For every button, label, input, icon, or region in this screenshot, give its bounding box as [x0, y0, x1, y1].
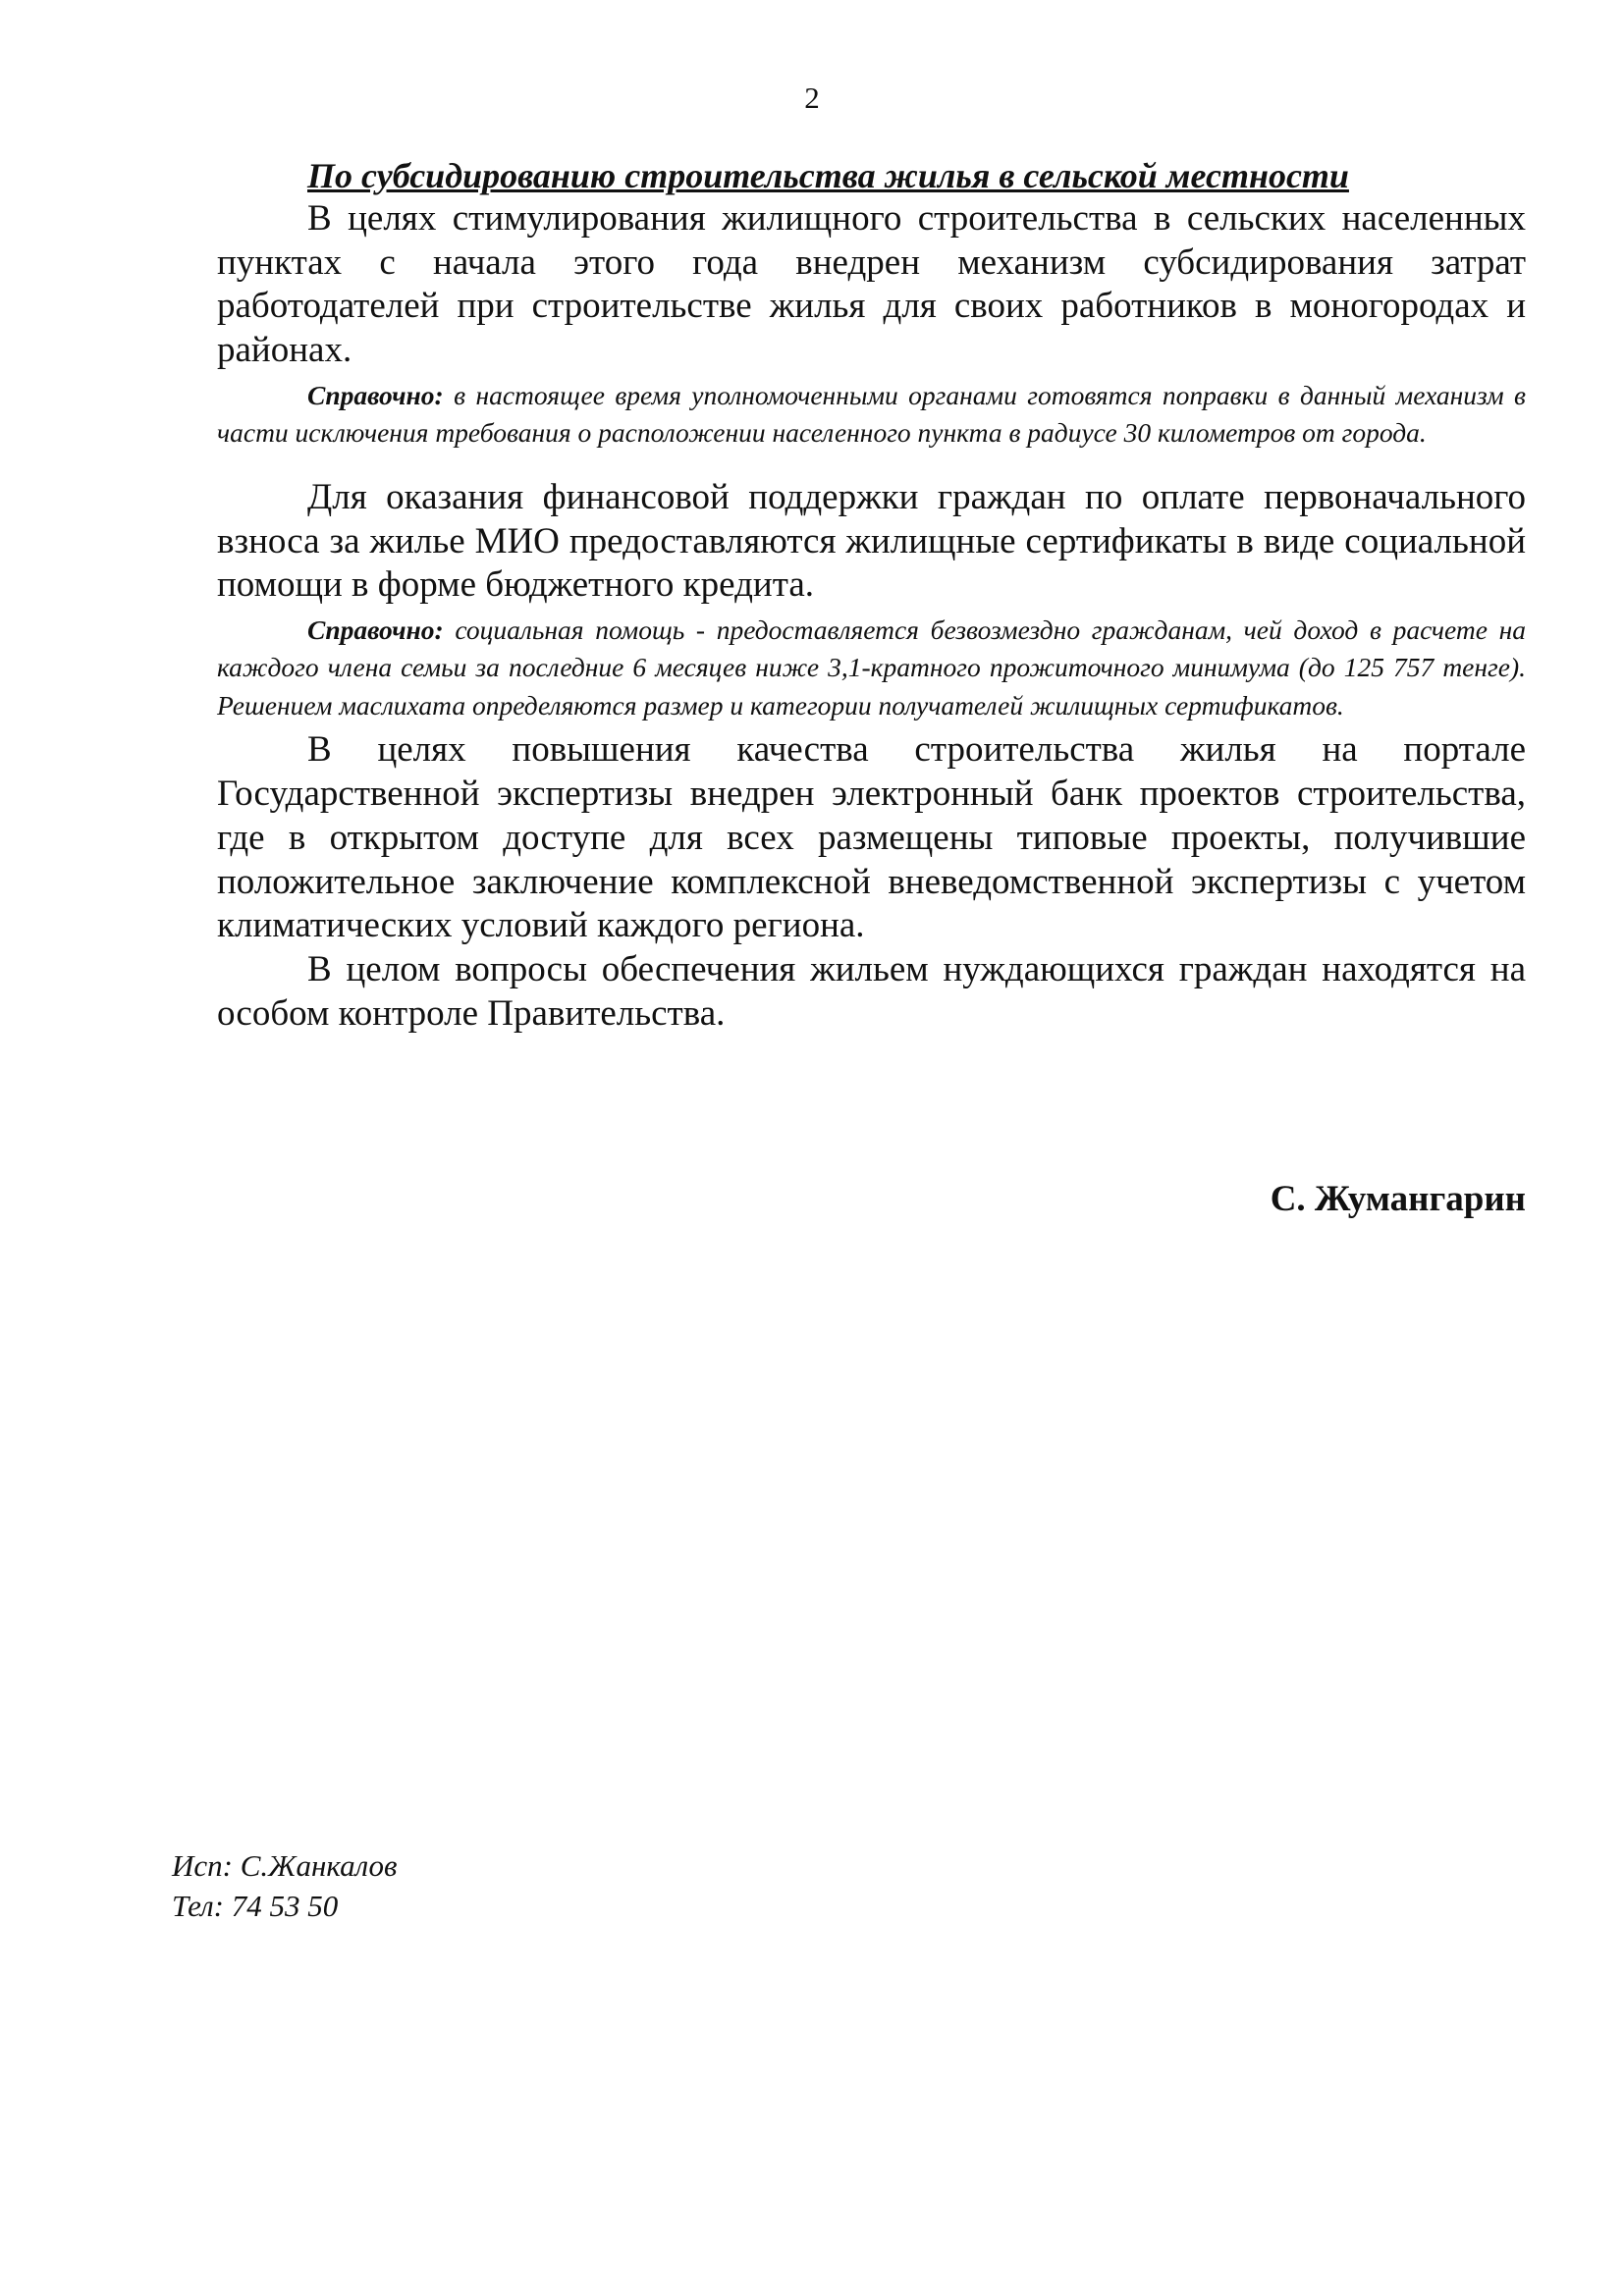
paragraph-rural-subsidy: В целях стимулирования жилищного строительства в сельских населенных пунктах с начала этого года внедрен механизм субсидирования затрат работодателей при строительстве жилья для своих работников в моногородах и районах. — [217, 198, 1526, 371]
page-number: 2 — [804, 80, 820, 115]
reference-note-text: в настоящее время уполномоченными органами готовятся поправки в данный механизм в части исключения требования о расположении населенного пункта в радиусе 30 километров от города. — [217, 379, 1526, 449]
paragraph-expertise-portal: В целях повышения качества строительства жилья на портале Государственной экспертизы внедрен электронный банк проектов строительства, где в открытом доступе для всех размещены типовые проекты, получившие положительное заключение комплексной вневедомственной экспертизы с учетом климатических условий каждого региона. — [217, 729, 1526, 946]
executor-phone: Тел: 74 53 50 — [172, 1889, 339, 1923]
reference-note-lead: Справочно: — [307, 614, 444, 645]
signature-name: С. Жумангарин — [1270, 1179, 1526, 1219]
paragraph-government-control: В целом вопросы обеспечения жильем нуждающихся граждан находятся на особом контроле Правительства. — [217, 948, 1526, 1034]
document-body — [217, 154, 1526, 1036]
reference-note-text: социальная помощь - предоставляется безвозмездно гражданам, чей доход в расчете на каждого члена семьи за последние 6 месяцев ниже 3,1-кратного прожиточного минимума (до 125 757 тенге). Решением маслихата определяются размер и категории получателей жилищных сертификатов. — [217, 614, 1526, 721]
reference-note — [217, 612, 1526, 725]
paragraph-housing-certificates: Для оказания финансовой поддержки граждан по оплате первоначального взноса за жилье МИО предоставляются жилищные сертификаты в виде социальной помощи в форме бюджетного кредита. — [217, 476, 1526, 606]
reference-note-lead: Справочно: — [307, 379, 444, 410]
executor-block — [172, 1845, 398, 1926]
executor-name: Исп: С.Жанкалов — [172, 1848, 398, 1883]
section-heading: По субсидированию строительства жилья в сельской местности — [307, 156, 1349, 195]
reference-note — [217, 377, 1526, 453]
